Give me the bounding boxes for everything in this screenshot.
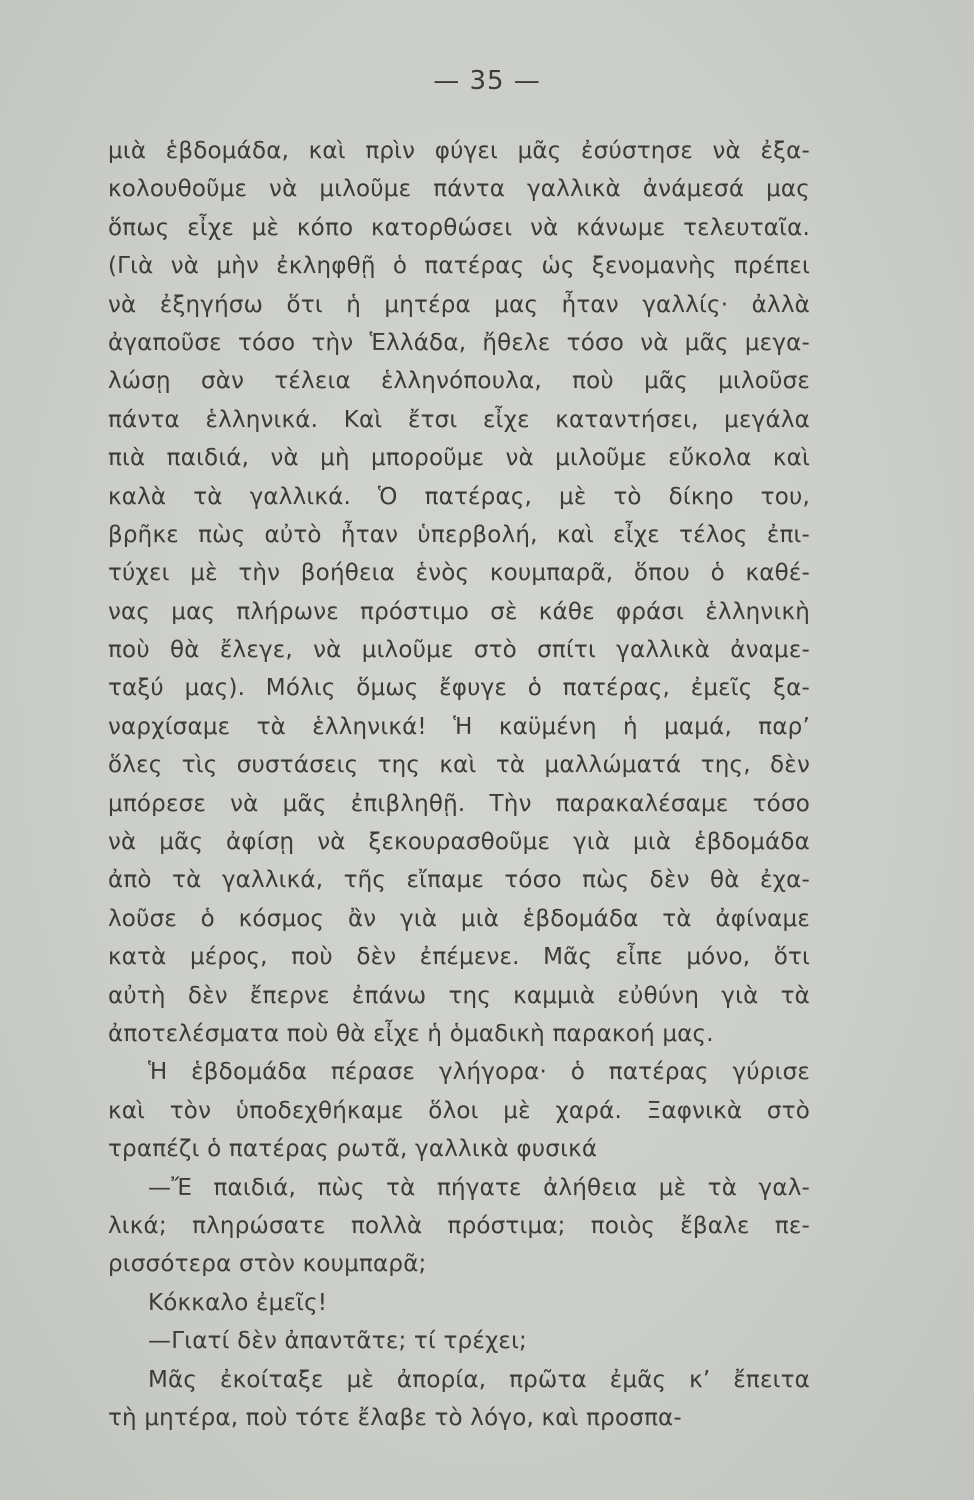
text-line: λικά; πληρώσατε πολλὰ πρόστιμα; ποιὸς ἔβαλε πε- bbox=[108, 1212, 810, 1239]
text-line: μπόρεσε νὰ μᾶς ἐπιβληθῇ. Τὴν παρακαλέσαμε τόσο bbox=[108, 790, 810, 817]
text-line: πιὰ παιδιά, νὰ μὴ μποροῦμε νὰ μιλοῦμε εὔκολα καὶ bbox=[108, 445, 810, 472]
text-line: νὰ μᾶς ἀφίσῃ νὰ ξεκουρασθοῦμε γιὰ μιὰ ἑβδομάδα bbox=[108, 829, 810, 856]
text-line: καλὰ τὰ γαλλικά. Ὁ πατέρας, μὲ τὸ δίκηο του, bbox=[108, 483, 810, 510]
text-line: ὅπως εἶχε μὲ κόπο κατορθώσει νὰ κάνωμε τελευταῖα. bbox=[108, 214, 810, 241]
text-line: βρῆκε πὼς αὐτὸ ἦταν ὑπερβολή, καὶ εἶχε τέλος ἐπι- bbox=[108, 521, 810, 548]
text-line: κολουθοῦμε νὰ μιλοῦμε πάντα γαλλικὰ ἀνάμεσά μας bbox=[108, 176, 810, 203]
text-line: —Γιατί δὲν ἀπαντᾶτε; τί τρέχει; bbox=[148, 1328, 527, 1355]
text-line: (Γιὰ νὰ μὴν ἐκληφθῇ ὁ πατέρας ὡς ξενομανὴς πρέπει bbox=[108, 253, 810, 280]
text-line: Μᾶς ἐκοίταξε μὲ ἀπορία, πρῶτα ἐμᾶς κ’ ἔπειτα bbox=[148, 1366, 810, 1393]
text-line: ἀγαποῦσε τόσο τὴν Ἑλλάδα, ἤθελε τόσο νὰ μᾶς μεγα- bbox=[108, 329, 810, 356]
body-text bbox=[108, 132, 810, 1437]
text-line: καὶ τὸν ὑποδεχθήκαμε ὅλοι μὲ χαρά. Ξαφνικὰ στὸ bbox=[108, 1097, 810, 1124]
text-line: Ἡ ἑβδομάδα πέρασε γλήγορα· ὁ πατέρας γύρισε bbox=[148, 1059, 810, 1086]
text-line: τύχει μὲ τὴν βοήθεια ἑνὸς κουμπαρᾶ, ὅπου ὁ καθέ- bbox=[108, 560, 810, 587]
text-line: τραπέζι ὁ πατέρας ρωτᾶ, γαλλικὰ φυσικά bbox=[108, 1136, 598, 1163]
text-line: πάντα ἑλληνικά. Καὶ ἔτσι εἶχε καταντήσει, μεγάλα bbox=[108, 406, 810, 433]
text-line: λώσῃ σὰν τέλεια ἑλληνόπουλα, ποὺ μᾶς μιλοῦσε bbox=[108, 368, 810, 395]
text-line: —Ἔ παιδιά, πὼς τὰ πήγατε ἀλήθεια μὲ τὰ γαλ- bbox=[148, 1174, 810, 1201]
text-line: τὴ μητέρα, ποὺ τότε ἔλαβε τὸ λόγο, καὶ προσπα- bbox=[108, 1404, 682, 1431]
text-line: κατὰ μέρος, ποὺ δὲν ἐπέμενε. Μᾶς εἶπε μόνο, ὅτι bbox=[108, 944, 810, 971]
text-line: νας μας πλήρωνε πρόστιμο σὲ κάθε φράσι ἑλληνικὴ bbox=[108, 598, 810, 625]
text-line: αὐτὴ δὲν ἔπερνε ἐπάνω της καμμιὰ εὐθύνη γιὰ τὰ bbox=[108, 982, 810, 1009]
text-line: Κόκκαλο ἐμεῖς! bbox=[148, 1289, 328, 1316]
text-line: λοῦσε ὁ κόσμος ἂν γιὰ μιὰ ἑβδομάδα τὰ ἀφίναμε bbox=[108, 905, 810, 932]
text-line: μιὰ ἑβδομάδα, καὶ πρὶν φύγει μᾶς ἐσύστησε νὰ ἐξα- bbox=[108, 138, 810, 164]
text-line: ποὺ θὰ ἔλεγε, νὰ μιλοῦμε στὸ σπίτι γαλλικὰ ἀναμε- bbox=[108, 637, 810, 664]
text-line: ἀπὸ τὰ γαλλικά, τῆς εἴπαμε τόσο πὼς δὲν θὰ ἐχα- bbox=[108, 867, 810, 894]
text-line: ἀποτελέσματα ποὺ θὰ εἶχε ἡ ὁμαδικὴ παρακοή μας. bbox=[108, 1020, 714, 1047]
text-line: ταξύ μας). Μόλις ὅμως ἔφυγε ὁ πατέρας, ἐμεῖς ξα- bbox=[108, 675, 810, 702]
page-number: — 35 — bbox=[433, 66, 541, 96]
text-line: ὅλες τὶς συστάσεις της καὶ τὰ μαλλώματά της, δὲν bbox=[108, 752, 810, 779]
text-line: νὰ ἐξηγήσω ὅτι ἡ μητέρα μας ἦταν γαλλίς· ἀλλὰ bbox=[108, 291, 810, 318]
text-line: ρισσότερα στὸν κουμπαρᾶ; bbox=[108, 1251, 427, 1278]
text-line: ναρχίσαμε τὰ ἑλληνικά! Ἡ καϋμένη ἡ μαμά, παρ’ bbox=[108, 713, 810, 740]
